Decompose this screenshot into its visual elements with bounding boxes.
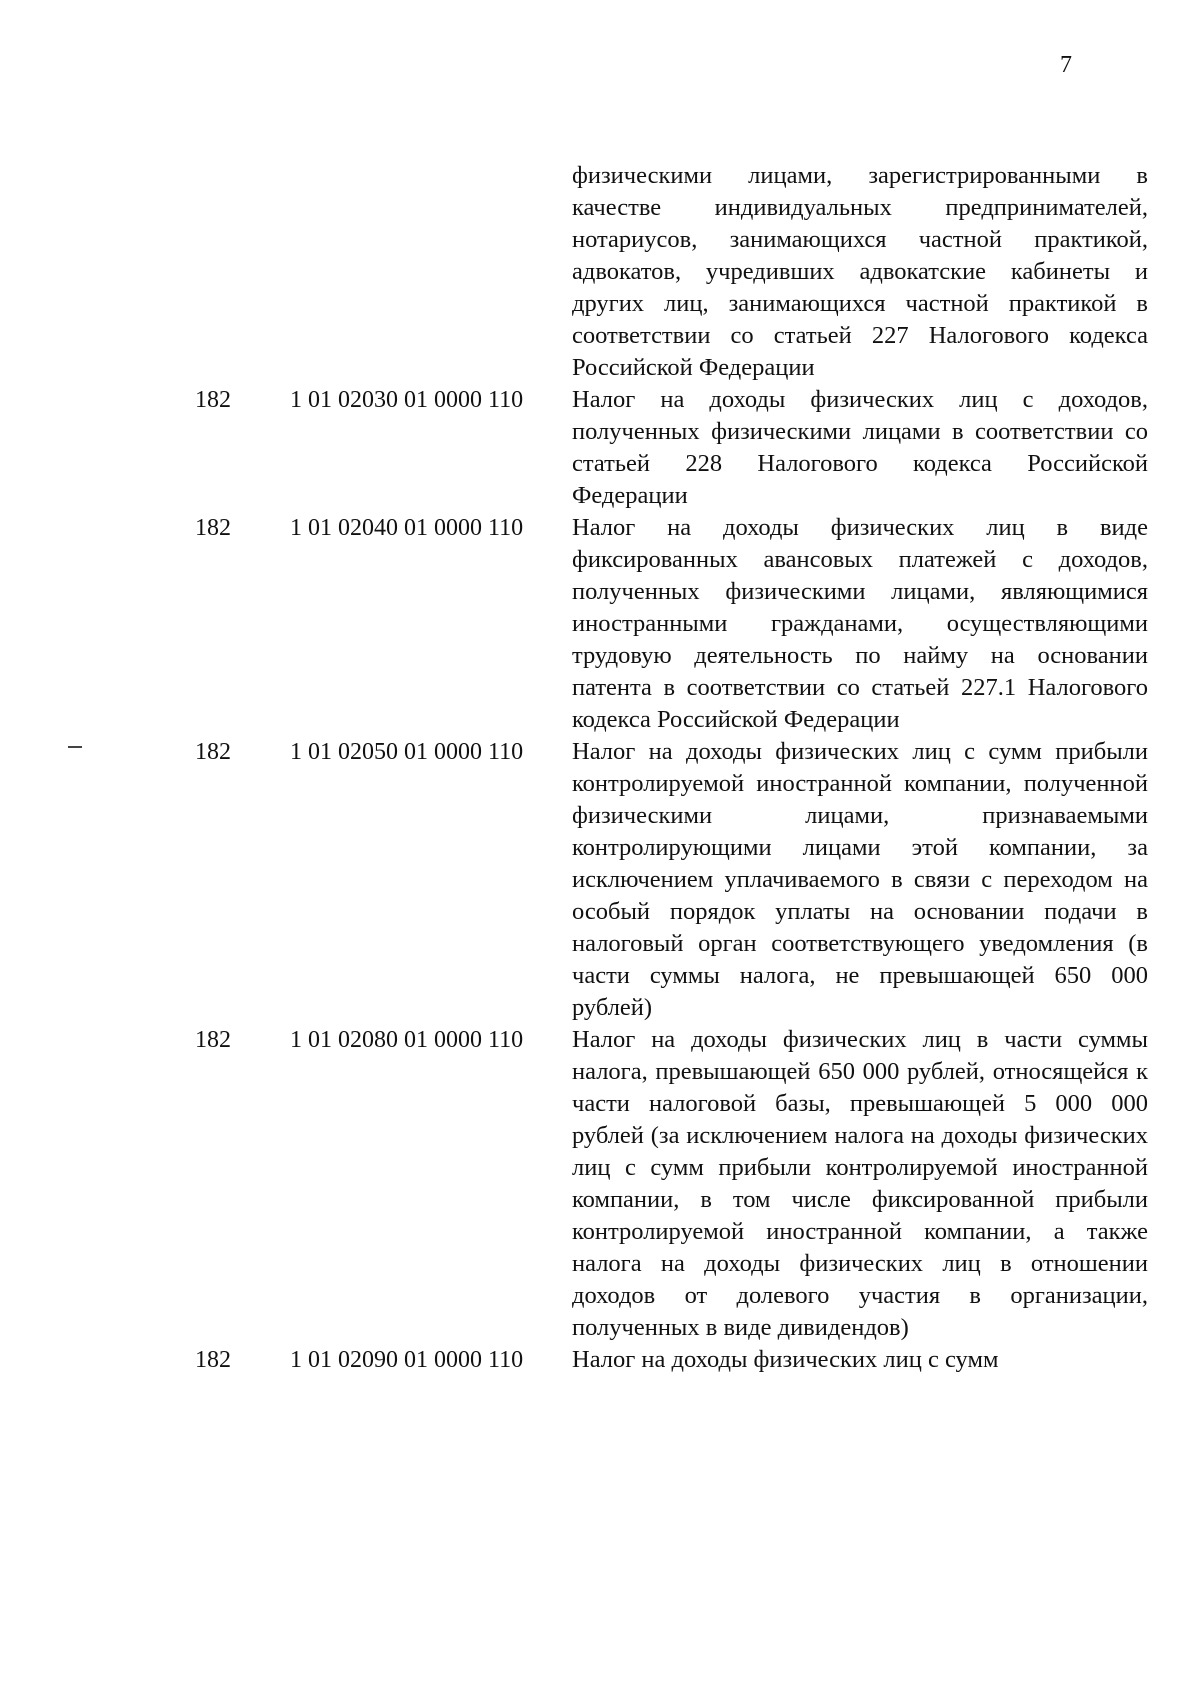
table-row [0, 736, 1200, 1024]
row-description: физическими лицами, зарегистрированными в качестве индивидуальных предпринимателей, нотариусов, занимающихся частной практикой, адвокатов, учредивших адвокатские кабинеты и других лиц, занимающихся частной практикой в соответствии со статьей 227 Налогового кодекса Российской Федерации [572, 162, 1148, 381]
row-budget-code: 1 01 02030 01 0000 110 [290, 387, 524, 413]
row-description: Налог на доходы физических лиц с доходов, полученных физическими лицами в соответствии со статьей 228 Налогового кодекса Российской Федерации [572, 386, 1148, 509]
table-row [0, 1024, 1200, 1344]
row-admin-code: 182 [195, 1027, 231, 1053]
row-description: Налог на доходы физических лиц с сумм прибыли контролируемой иностранной компании, полученной физическими лицами, признаваемыми контролирующими лицами этой компании, за исключением уплачиваемого в связи с переходом на особый порядок уплаты на основании подачи в налоговый орган соответствующего уведомления (в части суммы налога, не превышающей 650 000 рублей) [572, 738, 1148, 1021]
row-description: Налог на доходы физических лиц в части суммы налога, превышающей 650 000 рублей, относящейся к части налоговой базы, превышающей 5 000 000 рублей (за исключением налога на доходы физических лиц с сумм прибыли контролируемой иностранной компании, в том числе фиксированной прибыли контролируемой иностранной компании, а также налога на доходы физических лиц в отношении доходов от долевого участия в организации, полученных в виде дивидендов) [572, 1026, 1148, 1341]
row-description: Налог на доходы физических лиц с сумм [572, 1346, 999, 1373]
table-row [0, 1344, 1200, 1376]
row-admin-code: 182 [195, 739, 231, 765]
table-row-continuation [0, 160, 1200, 384]
page-number: 7 [1060, 52, 1072, 78]
row-budget-code: 1 01 02040 01 0000 110 [290, 515, 524, 541]
row-budget-code: 1 01 02050 01 0000 110 [290, 739, 524, 765]
row-description: Налог на доходы физических лиц в виде фиксированных авансовых платежей с доходов, полученных физическими лицами, являющимися иностранными гражданами, осуществляющими трудовую деятельность по найму на основании патента в соответствии со статьей 227.1 Налогового кодекса Российской Федерации [572, 514, 1148, 733]
row-budget-code: 1 01 02090 01 0000 110 [290, 1347, 524, 1373]
table-row [0, 512, 1200, 736]
row-admin-code: 182 [195, 1347, 231, 1373]
budget-code-table [0, 160, 1200, 1376]
row-admin-code: 182 [195, 515, 231, 541]
row-admin-code: 182 [195, 387, 231, 413]
table-row [0, 384, 1200, 512]
row-budget-code: 1 01 02080 01 0000 110 [290, 1027, 524, 1053]
